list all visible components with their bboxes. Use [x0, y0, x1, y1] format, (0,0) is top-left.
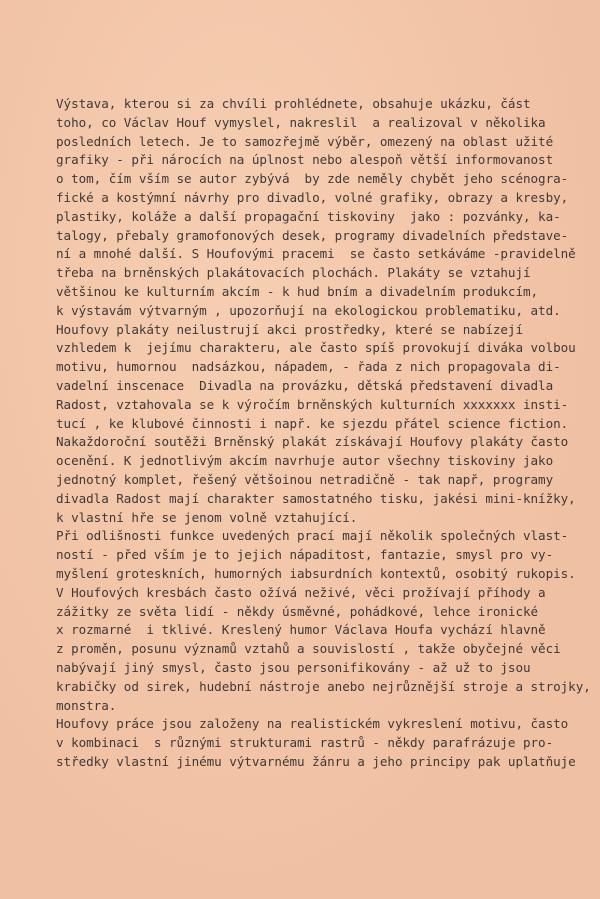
text-line: k vlastní hře se jenom volně vztahující.	[56, 509, 358, 525]
text-line: talogy, přebaly gramofonových desek, programy divadelních představe-	[56, 227, 569, 243]
text-line: monstra.	[56, 697, 117, 713]
text-line: tucí , ke klubové činnosti i např. ke sjezdu přátel science fiction.	[56, 415, 569, 431]
text-line: Výstava, kterou si za chvíli prohlédnete, obsahuje ukázku, část	[56, 96, 531, 111]
text-line: Radost, vztahovala se k výročím brněnských kulturních xxxxxxx insti-	[56, 396, 569, 412]
text-line: ností - před vším je to jejich nápaditost, fantazie, smysl pro vy-	[56, 547, 554, 563]
text-line: ocenění. K jednotlivým akcím navrhuje autor všechny tiskoviny jako	[56, 453, 554, 469]
text-line: v kombinaci s různými strukturami rastrů - někdy parafrázuje pro-	[56, 735, 554, 751]
text-line: o tom, čím vším se autor zybývá by zde neměly chybět jeho scénogra-	[56, 171, 569, 187]
text-line: Při odlišnosti funkce uvedených prací mají několik společných vlast-	[56, 528, 569, 544]
text-line: motivu, humornou nadsázkou, nápadem, - řada z nich propagovala di-	[56, 359, 561, 375]
text-line: Houfovy práce jsou založeny na realistickém vykreslení motivu, často	[56, 716, 569, 732]
text-line: jednotný komplet, řešený většoinou netradičně - tak např, programy	[56, 471, 554, 487]
text-line: toho, co Václav Houf vymyslel, nakreslil a realizoval v několika	[56, 114, 546, 130]
text-line: Nakaždoroční soutěži Brněnský plakát získávají Houfovy plakáty často	[56, 434, 569, 450]
text-line: vzhledem k jejímu charakteru, ale často spíš provokují diváka volbou	[56, 340, 576, 356]
text-line: Houfovy plakáty neilustrují akci prostředky, které se nabízejí	[56, 321, 523, 337]
text-line: vadelní inscenace Divadla na provázku, dětská představení divadla	[56, 377, 554, 393]
text-line: posledních letech. Je to samozřejmě výběr, omezený na oblast užité	[56, 133, 554, 149]
text-line: myšlení groteskních, humorných iabsurdních kontextů, osobitý rukopis.	[56, 565, 576, 581]
text-line: k výstavám výtvarným , upozorňují na ekologickou problematiku, atd.	[56, 302, 561, 318]
text-line: nabývají jiný smysl, často jsou personifikovány - až už to jsou	[56, 659, 531, 675]
text-line: fické a kostýmní návrhy pro divadlo, volné grafiky, obrazy a kresby,	[56, 189, 569, 205]
text-line: x rozmarné i tklivé. Kreslený humor Václava Houfa vychází hlavně	[56, 622, 546, 638]
text-line: grafiky - při nárocích na úplnost nebo alespoň větší informovanost	[56, 152, 554, 168]
text-line: středky vlastní jinému výtvarnému žánru a jeho principy pak uplatňuje	[56, 753, 576, 769]
text-line: většinou ke kulturním akcím - k hud bním a divadelním produkcím,	[56, 283, 539, 299]
text-line: třeba na brněnských plakátovacích plochách. Plakáty se vztahují	[56, 265, 531, 281]
typewritten-text	[56, 95, 596, 772]
text-line: divadla Radost mají charakter samostatného tisku, jakési mini-knížky,	[56, 490, 576, 506]
text-line: z proměn, posunu významů vztahů a souvislostí , takže obyčejné věci	[56, 641, 561, 657]
text-line: ní a mnohé další. S Houfovými pracemi se často setkáváme -pravidelně	[56, 246, 576, 262]
text-line: plastiky, koláže a další propagační tiskoviny jako : pozvánky, ka-	[56, 208, 561, 224]
text-line: zážitky ze světa lidí - někdy úsměvné, pohádkové, lehce ironické	[56, 603, 539, 619]
text-line: V Houfových kresbách často ožívá neživé, věci prožívají příhody a	[56, 584, 546, 600]
text-line: krabičky od sirek, hudební nástroje anebo nejrůznější stroje a strojky,	[56, 678, 591, 694]
